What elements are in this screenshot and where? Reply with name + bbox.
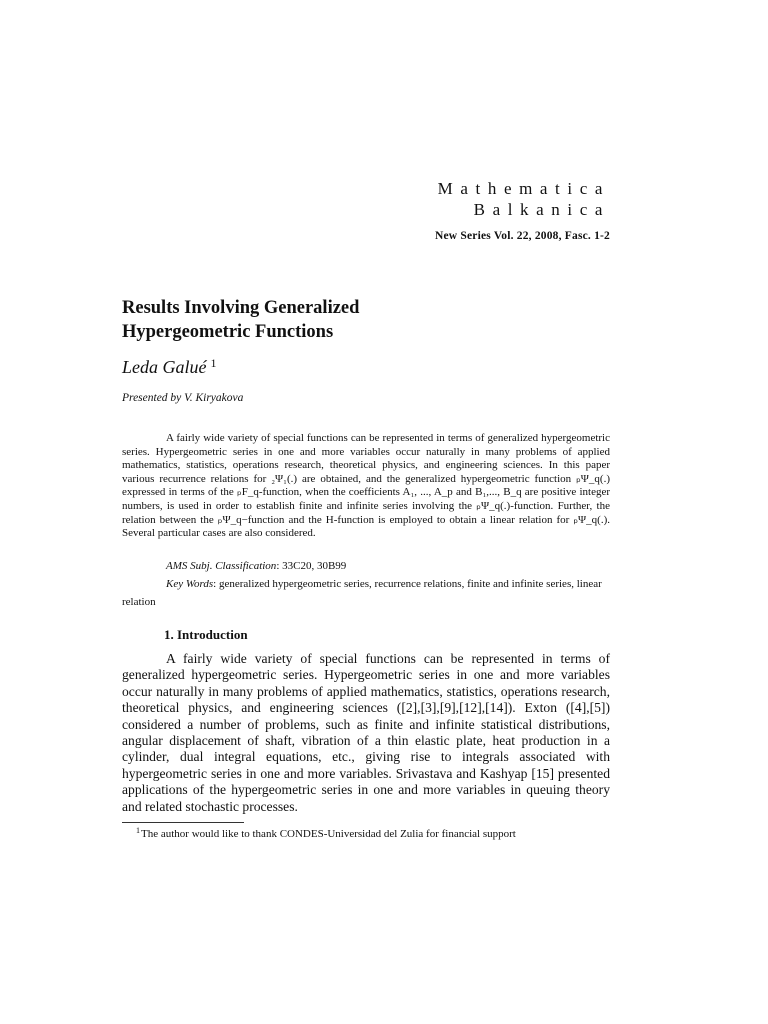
ams-label: AMS Subj. Classification (166, 560, 277, 572)
footnote-text: The author would like to thank CONDES-Universidad del Zulia for financial support (141, 828, 516, 840)
paper-title-line1: Results Involving Generalized (122, 298, 360, 318)
journal-header (435, 178, 610, 242)
footnote (136, 826, 516, 840)
author-footnote-mark: 1 (210, 356, 217, 370)
ams-classification (166, 560, 346, 572)
journal-name-line1: Mathematica (437, 179, 610, 198)
key-words (122, 575, 610, 611)
introduction-paragraph: A fairly wide variety of special functions can be represented in terms of generalized hypergeometric series. Hypergeometric series in one and more variables occur naturally in many problems of applied mathematics, statistics, operations research, theoretical physics, and engineering sciences ([2],[3],[9],[12],[14]). Exton ([4],[5]) considered a number of problems, such as finite and infinite statistical distributions, angular displacement of shaft, vibration of a thin elastic plate, heat production in a cylinder, dual integral equations, etc., giving rise to integrals associated with hypergeometric series in one and more variables. Srivastava and Kashyap [15] presented applications of the hypergeometric series in one and more variables in queuing theory and related stochastic processes. (122, 651, 610, 814)
author (122, 356, 217, 378)
ams-value: : 33C20, 30B99 (276, 560, 347, 572)
paper-title (122, 296, 359, 344)
footnote-rule (122, 822, 244, 823)
paper-title-line2: Hypergeometric Functions (122, 322, 334, 342)
abstract: A fairly wide variety of special functions can be represented in terms of generalized hypergeometric series. Hypergeometric series in one and more variables occur naturally in many problems of applied mathematics, statistics, operations research, theoretical physics, and engineering sciences. In this paper various recurrence relations for ₂Ψ₁(.) are obtained, and the generalized hypergeometric function ₚΨ_q(.) expressed in terms of the ₚF_q-function, when the coefficients A₁, ..., A_p and B₁,..., B_q are positive integer numbers, is used in order to establish finite and infinite series involving the ₚΨ_q(.)-function. Further, the relation between the ₚΨ_q−function and the H-function is employed to obtain a linear relation for ₚΨ_q(.). Several particular cases are also considered. (122, 432, 610, 540)
key-words-label: Key Words (166, 578, 214, 590)
key-words-value: : generalized hypergeometric series, recurrence relations, finite and infinite series, linear relation (122, 578, 602, 608)
section-heading-introduction: 1. Introduction (164, 627, 248, 642)
author-name: Leda Galué (122, 357, 207, 377)
presented-by: Presented by V. Kiryakova (122, 392, 244, 404)
journal-name-line2: Balkanica (473, 200, 610, 219)
footnote-mark: 1 (136, 826, 140, 835)
journal-series: New Series Vol. 22, 2008, Fasc. 1-2 (434, 230, 610, 242)
